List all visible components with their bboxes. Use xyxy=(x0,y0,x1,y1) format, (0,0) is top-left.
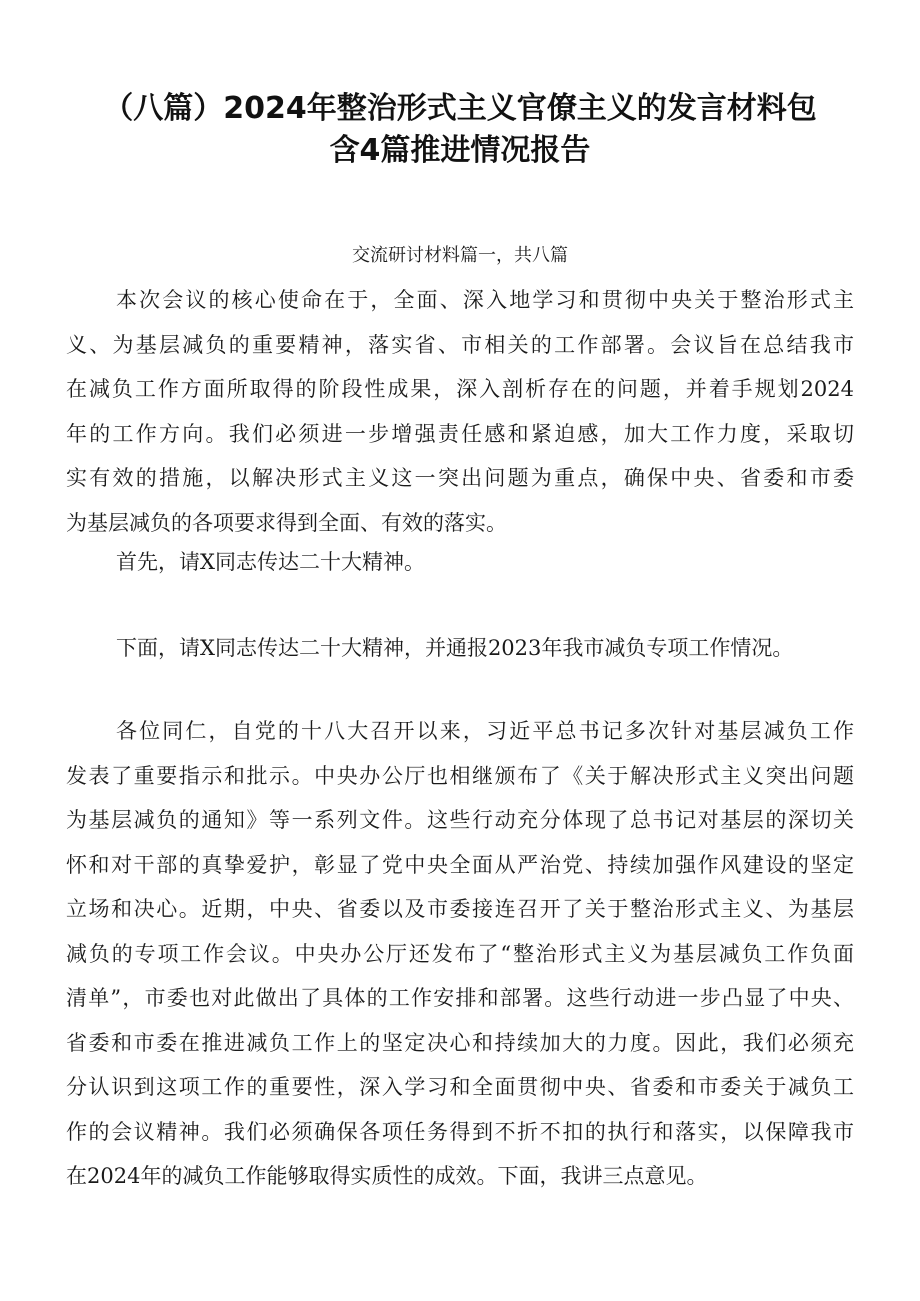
paragraph-line: 年的工作方向。我们必须进一步增强责任感和紧迫感，加大工作力度，采取切 xyxy=(66,421,854,446)
paragraph-second-item: 下面，请X同志传达二十大精神，并通报2023年我市减负专项工作情况。 xyxy=(116,636,794,660)
paragraph-line: 省委和市委在推进减负工作上的坚定决心和持续加大的力度。因此，我们必须充 xyxy=(66,1030,854,1055)
paragraph-line: 作的会议精神。我们必须确保各项任务得到不折不扣的执行和落实，以保障我市 xyxy=(66,1119,854,1144)
paragraph-first-item: 首先，请X同志传达二十大精神。 xyxy=(116,550,425,574)
paragraph-line: 分认识到这项工作的重要性，深入学习和全面贯彻中央、省委和市委关于减负工 xyxy=(66,1075,854,1099)
paragraph-line: 发表了重要指示和批示。中央办公厅也相继颁布了《关于解决形式主义突出问题 xyxy=(66,763,854,788)
paragraph-line: 义、为基层减负的重要精神，落实省、市相关的工作部署。会议旨在总结我市 xyxy=(66,332,854,357)
paragraph-line: 在减负工作方面所取得的阶段性成果，深入剖析存在的问题，并着手规划2024 xyxy=(66,377,854,401)
paragraph-line: 立场和决心。近期，中央、省委以及市委接连召开了关于整治形式主义、为基层 xyxy=(66,897,854,921)
title-line: 含4篇推进情况报告 xyxy=(329,133,591,168)
paragraph-line: 怀和对干部的真挚爱护，彰显了党中央全面从严治党、持续加强作风建设的坚定 xyxy=(66,852,854,877)
paragraph-main-speech xyxy=(66,709,854,1199)
paragraph-line: 各位同仁，自党的十八大召开以来，习近平总书记多次针对基层减负工作 xyxy=(116,719,854,743)
paragraph-line: 为基层减负的通知》等一系列文件。这些行动充分体现了总书记对基层的深切关 xyxy=(66,808,854,832)
paragraph-line: 本次会议的核心使命在于，全面、深入地学习和贯彻中央关于整治形式主 xyxy=(116,288,854,312)
title-line: （八篇）2024年整治形式主义官僚主义的发言材料包 xyxy=(103,91,817,126)
section-subtitle: 交流研讨材料篇一，共八篇 xyxy=(352,245,568,266)
paragraph-line: 为基层减负的各项要求得到全面、有效的落实。 xyxy=(66,510,507,535)
paragraph-intro xyxy=(66,278,854,545)
paragraph-line: 在2024年的减负工作能够取得实质性的成效。下面，我讲三点意见。 xyxy=(66,1164,708,1188)
paragraph-line: 清单”，市委也对此做出了具体的工作安排和部署。这些行动进一步凸显了中央、 xyxy=(66,986,854,1010)
paragraph-line: 减负的专项工作会议。中央办公厅还发布了“整治形式主义为基层减负工作负面 xyxy=(66,941,854,966)
paragraph-line: 实有效的措施，以解决形式主义这一突出问题为重点，确保中央、省委和市委 xyxy=(66,466,854,490)
document-title xyxy=(90,88,830,172)
